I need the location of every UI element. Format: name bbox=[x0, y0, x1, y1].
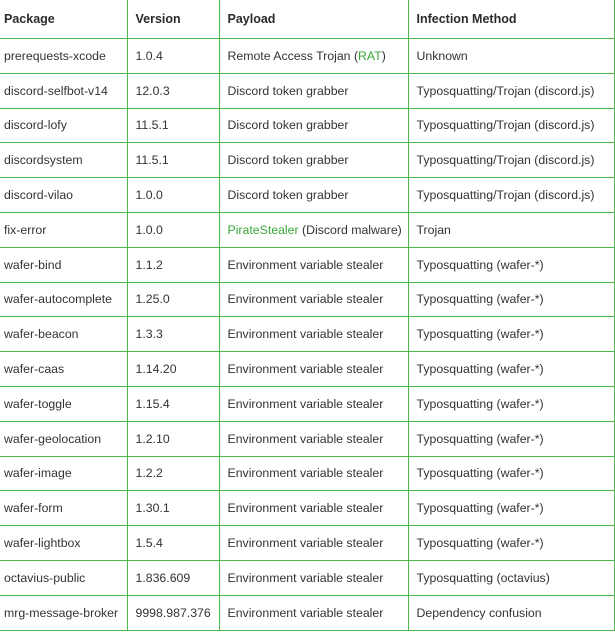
table-row bbox=[0, 421, 614, 456]
infection-method-cell: Typosquatting (wafer-*) bbox=[408, 386, 614, 421]
payload-cell: Environment variable stealer bbox=[219, 247, 408, 282]
infection-method-cell: Typosquatting (wafer-*) bbox=[408, 526, 614, 561]
package-cell: discordsystem bbox=[0, 143, 127, 178]
package-cell: discord-vilao bbox=[0, 178, 127, 213]
payload-cell: Environment variable stealer bbox=[219, 317, 408, 352]
table-row bbox=[0, 352, 614, 387]
infection-method-cell: Trojan bbox=[408, 212, 614, 247]
table-row bbox=[0, 560, 614, 595]
package-cell: wafer-lightbox bbox=[0, 526, 127, 561]
payload-cell bbox=[219, 39, 408, 74]
infection-method-cell: Typosquatting (wafer-*) bbox=[408, 317, 614, 352]
payload-cell: Discord token grabber bbox=[219, 143, 408, 178]
table-row bbox=[0, 317, 614, 352]
table-row bbox=[0, 143, 614, 178]
version-cell: 1.0.4 bbox=[127, 39, 219, 74]
package-cell: wafer-caas bbox=[0, 352, 127, 387]
infection-method-cell: Typosquatting (wafer-*) bbox=[408, 491, 614, 526]
table-row bbox=[0, 386, 614, 421]
version-cell: 1.836.609 bbox=[127, 560, 219, 595]
infection-method-cell: Unknown bbox=[408, 39, 614, 74]
infection-method-cell: Typosquatting/Trojan (discord.js) bbox=[408, 178, 614, 213]
payload-cell: Environment variable stealer bbox=[219, 456, 408, 491]
payload-cell: Environment variable stealer bbox=[219, 526, 408, 561]
version-cell: 1.3.3 bbox=[127, 317, 219, 352]
column-header-payload: Payload bbox=[219, 0, 408, 39]
infection-method-cell: Typosquatting (wafer-*) bbox=[408, 456, 614, 491]
table-row bbox=[0, 282, 614, 317]
payload-cell: Environment variable stealer bbox=[219, 421, 408, 456]
infection-method-cell: Typosquatting/Trojan (discord.js) bbox=[408, 143, 614, 178]
infection-method-cell: Dependency confusion bbox=[408, 595, 614, 630]
package-cell: wafer-image bbox=[0, 456, 127, 491]
payload-cell: Environment variable stealer bbox=[219, 386, 408, 421]
table-row bbox=[0, 39, 614, 74]
version-cell: 1.0.0 bbox=[127, 178, 219, 213]
column-header-infection-method: Infection Method bbox=[408, 0, 614, 39]
piratestealer-link[interactable]: PirateStealer bbox=[227, 222, 299, 237]
infection-method-cell: Typosquatting (wafer-*) bbox=[408, 352, 614, 387]
version-cell: 11.5.1 bbox=[127, 143, 219, 178]
payload-cell bbox=[219, 212, 408, 247]
payload-text: Remote Access Trojan ( bbox=[227, 48, 359, 63]
version-cell: 1.2.2 bbox=[127, 456, 219, 491]
package-cell: wafer-toggle bbox=[0, 386, 127, 421]
rat-link[interactable]: RAT bbox=[358, 48, 382, 63]
payload-cell: Discord token grabber bbox=[219, 73, 408, 108]
infection-method-cell: Typosquatting (octavius) bbox=[408, 560, 614, 595]
payload-cell: Environment variable stealer bbox=[219, 282, 408, 317]
version-cell: 1.15.4 bbox=[127, 386, 219, 421]
payload-cell: Environment variable stealer bbox=[219, 491, 408, 526]
table-row bbox=[0, 178, 614, 213]
package-cell: fix-error bbox=[0, 212, 127, 247]
version-cell: 1.0.0 bbox=[127, 212, 219, 247]
table-row bbox=[0, 108, 614, 143]
payload-cell: Environment variable stealer bbox=[219, 352, 408, 387]
infection-method-cell: Typosquatting (wafer-*) bbox=[408, 247, 614, 282]
infection-method-cell: Typosquatting (wafer-*) bbox=[408, 421, 614, 456]
infection-method-cell: Typosquatting/Trojan (discord.js) bbox=[408, 73, 614, 108]
package-cell: prerequests-xcode bbox=[0, 39, 127, 74]
version-cell: 1.25.0 bbox=[127, 282, 219, 317]
table-row bbox=[0, 212, 614, 247]
version-cell: 1.5.4 bbox=[127, 526, 219, 561]
table-row bbox=[0, 456, 614, 491]
table-row bbox=[0, 491, 614, 526]
infection-method-cell: Typosquatting/Trojan (discord.js) bbox=[408, 108, 614, 143]
payload-text-suffix: (Discord malware) bbox=[298, 222, 402, 237]
version-cell: 1.14.20 bbox=[127, 352, 219, 387]
package-cell: octavius-public bbox=[0, 560, 127, 595]
column-header-package: Package bbox=[0, 0, 127, 39]
package-cell: wafer-autocomplete bbox=[0, 282, 127, 317]
version-cell: 1.1.2 bbox=[127, 247, 219, 282]
version-cell: 1.30.1 bbox=[127, 491, 219, 526]
version-cell: 12.0.3 bbox=[127, 73, 219, 108]
table-body bbox=[0, 39, 614, 631]
version-cell: 1.2.10 bbox=[127, 421, 219, 456]
package-cell: wafer-geolocation bbox=[0, 421, 127, 456]
table-row bbox=[0, 526, 614, 561]
payload-cell: Discord token grabber bbox=[219, 178, 408, 213]
version-cell: 11.5.1 bbox=[127, 108, 219, 143]
table-header-row bbox=[0, 0, 614, 39]
package-cell: mrg-message-broker bbox=[0, 595, 127, 630]
package-cell: discord-selfbot-v14 bbox=[0, 73, 127, 108]
package-cell: discord-lofy bbox=[0, 108, 127, 143]
payload-text-suffix: ) bbox=[381, 48, 386, 63]
package-cell: wafer-form bbox=[0, 491, 127, 526]
infection-method-cell: Typosquatting (wafer-*) bbox=[408, 282, 614, 317]
payload-cell: Discord token grabber bbox=[219, 108, 408, 143]
payload-cell: Environment variable stealer bbox=[219, 560, 408, 595]
package-cell: wafer-beacon bbox=[0, 317, 127, 352]
table-row bbox=[0, 247, 614, 282]
column-header-version: Version bbox=[127, 0, 219, 39]
payload-cell: Environment variable stealer bbox=[219, 595, 408, 630]
version-cell: 9998.987.376 bbox=[127, 595, 219, 630]
package-cell: wafer-bind bbox=[0, 247, 127, 282]
table-row bbox=[0, 73, 614, 108]
table-row bbox=[0, 595, 614, 630]
